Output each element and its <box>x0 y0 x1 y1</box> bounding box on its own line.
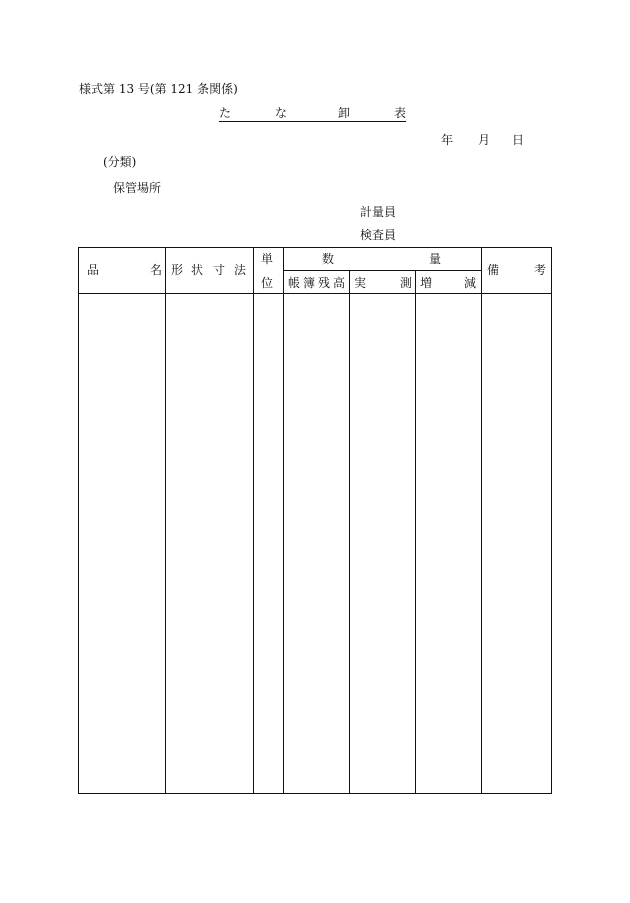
header-shape-char-2: 状 <box>191 263 204 277</box>
date-day-label: 日 <box>512 133 525 147</box>
header-shape-char-1: 形 <box>171 263 184 277</box>
title-char-3: 卸 <box>338 106 351 120</box>
header-remarks-char-2: 考 <box>534 263 547 277</box>
date-month-label: 月 <box>478 133 491 147</box>
sub-change-char-2: 減 <box>464 276 477 290</box>
inspector-label: 検査員 <box>360 228 397 242</box>
title-char-2: な <box>275 106 288 120</box>
sub-book-balance-char-3: 残 <box>318 276 331 290</box>
header-remarks-char-1: 備 <box>487 263 500 277</box>
title-char-1: た <box>219 106 232 120</box>
form-number: 様式第 13 号(第 121 条関係) <box>79 82 238 96</box>
header-quantity-char-1: 数 <box>322 252 335 266</box>
header-unit-char-1: 単 <box>261 252 274 266</box>
sub-change-char-1: 増 <box>420 276 433 290</box>
header-quantity-char-2: 量 <box>429 252 442 266</box>
sub-book-balance-char-1: 帳 <box>288 276 301 290</box>
storage-location-label: 保管場所 <box>113 181 162 195</box>
sub-book-balance-char-2: 簿 <box>303 276 316 290</box>
sub-book-balance-char-4: 高 <box>333 276 346 290</box>
measurer-label: 計量員 <box>360 205 397 219</box>
sub-actual-char-1: 実 <box>354 276 367 290</box>
header-shape-char-3: 寸 <box>213 263 226 277</box>
header-unit-char-2: 位 <box>261 276 274 290</box>
header-item-name-char-1: 品 <box>87 263 100 277</box>
date-year-label: 年 <box>441 133 454 147</box>
header-item-name-char-2: 名 <box>150 263 163 277</box>
inventory-table <box>78 247 552 794</box>
header-shape-char-4: 法 <box>234 263 247 277</box>
document-title <box>219 106 406 122</box>
classification-label: (分類) <box>103 155 137 169</box>
table-grid <box>78 247 552 794</box>
title-char-4: 表 <box>394 106 407 120</box>
sub-actual-char-2: 測 <box>400 276 413 290</box>
